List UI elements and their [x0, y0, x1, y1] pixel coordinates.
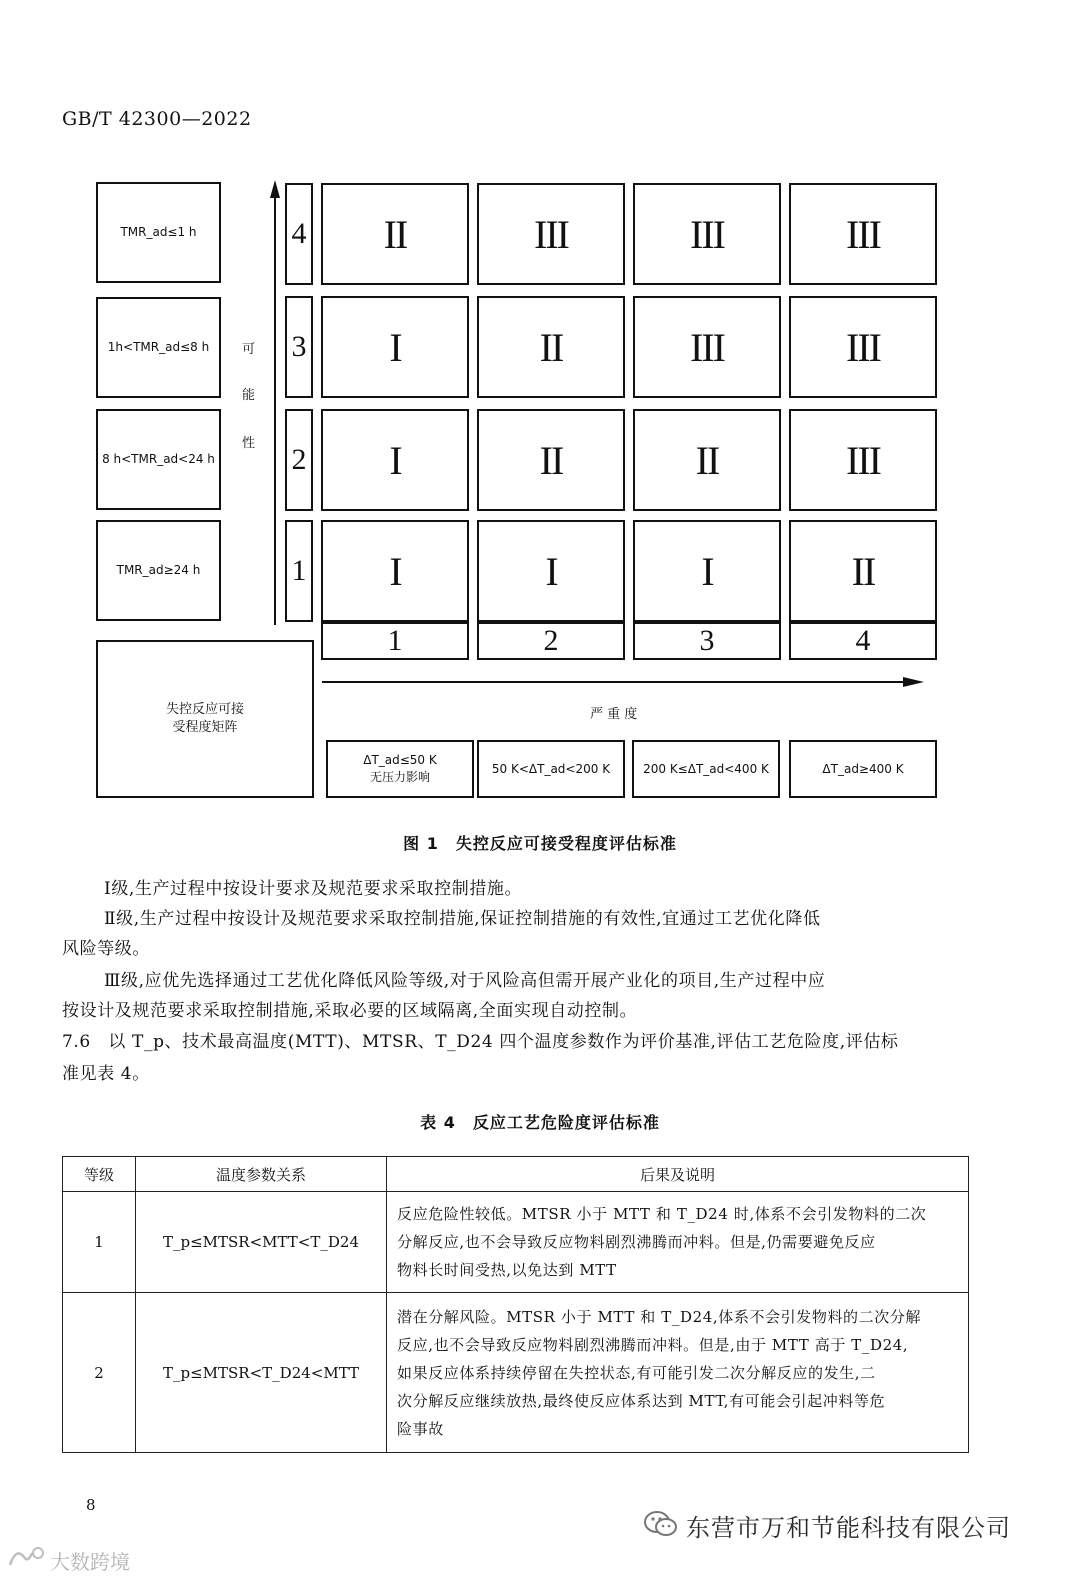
- desc-line: 如果反应体系持续停留在失控状态,有可能引发二次分解反应的发生,二: [397, 1363, 876, 1382]
- company-name: 东营市万和节能科技有限公司: [686, 1514, 1011, 1542]
- matrix-cell: III: [633, 296, 781, 398]
- desc-line: 反应,也不会导致反应物料剧烈沸腾而冲料。但是,由于 MTT 高于 T_D24,: [397, 1335, 909, 1354]
- figure-caption: 图 1 失控反应可接受程度评估标准: [403, 834, 677, 853]
- severity-level-3: 3: [633, 622, 781, 660]
- severity-axis-label: 严 重 度: [590, 707, 638, 722]
- likelihood-axis-char-3: 性: [242, 436, 256, 451]
- row-level: 1: [63, 1192, 136, 1293]
- paragraph-level-2-cont: 风险等级。: [62, 939, 150, 959]
- standard-id: GB/T 42300—2022: [62, 108, 252, 130]
- company-watermark: [644, 1508, 1011, 1543]
- likelihood-axis-char-2: 能: [242, 388, 256, 403]
- matrix-cell: I: [321, 296, 469, 398]
- likelihood-axis-arrowhead: [270, 180, 280, 198]
- severity-level-1: 1: [321, 622, 469, 660]
- page-number: 8: [86, 1496, 96, 1514]
- severity-criteria-1-line2: 无压力影响: [369, 770, 430, 784]
- severity-level-4: 4: [789, 622, 937, 660]
- row-relation: T_p≤MTSR<T_D24<MTT: [136, 1293, 387, 1453]
- matrix-cell: II: [477, 296, 625, 398]
- desc-line: 潜在分解风险。MTSR 小于 MTT 和 T_D24,体系不会引发物料的二次分解: [397, 1307, 922, 1326]
- matrix-cell: I: [633, 520, 781, 622]
- paragraph-7-6-cont: 准见表 4。: [62, 1064, 150, 1084]
- matrix-cell: III: [789, 183, 937, 285]
- likelihood-axis-char-1: 可: [242, 342, 256, 357]
- likelihood-level-2: 2: [285, 409, 313, 511]
- hazard-table: [62, 1156, 969, 1453]
- likelihood-criteria-3: 1h<TMR_ad≤8 h: [96, 297, 221, 398]
- severity-level-2: 2: [477, 622, 625, 660]
- matrix-cell: I: [321, 409, 469, 511]
- table-header-row: [63, 1157, 969, 1192]
- watermark-text: 大数跨境: [50, 1549, 130, 1574]
- severity-criteria-4: ΔT_ad≥400 K: [789, 740, 937, 798]
- matrix-cell: II: [477, 409, 625, 511]
- paragraph-level-3: Ⅲ级,应优先选择通过工艺优化降低风险等级,对于风险高但需开展产业化的项目,生产过程中应: [104, 971, 826, 991]
- severity-criteria-1-line1: ΔT_ad≤50 K: [363, 753, 437, 768]
- likelihood-criteria-4: TMR_ad≤1 h: [96, 182, 221, 283]
- table-row: [63, 1293, 969, 1453]
- desc-line: 物料长时间受热,以免达到 MTT: [397, 1261, 617, 1279]
- corner-label-line2: 受程度矩阵: [172, 720, 238, 735]
- table-row: [63, 1192, 969, 1293]
- paragraph-level-1: Ⅰ级,生产过程中按设计要求及规范要求采取控制措施。: [104, 879, 523, 899]
- table-caption: 表 4 反应工艺危险度评估标准: [420, 1113, 660, 1132]
- severity-criteria-2: 50 K<ΔT_ad<200 K: [477, 740, 625, 798]
- row-relation: T_p≤MTSR<MTT<T_D24: [136, 1192, 387, 1293]
- header-level: 等级: [63, 1157, 136, 1192]
- likelihood-criteria-2: 8 h<TMR_ad<24 h: [96, 409, 221, 510]
- row-description: [387, 1192, 969, 1293]
- paragraph-level-3-cont: 按设计及规范要求采取控制措施,采取必要的区域隔离,全面实现自动控制。: [62, 1001, 638, 1021]
- site-watermark: [6, 1545, 130, 1575]
- header-description: 后果及说明: [387, 1157, 969, 1192]
- likelihood-level-3: 3: [285, 296, 313, 398]
- severity-axis-arrowhead: [903, 677, 924, 687]
- paragraph-level-2: Ⅱ级,生产过程中按设计及规范要求采取控制措施,保证控制措施的有效性,宜通过工艺优化降低: [104, 909, 821, 929]
- row-level: 2: [63, 1293, 136, 1453]
- likelihood-level-4: 4: [285, 183, 313, 285]
- severity-criteria-3: 200 K≤ΔT_ad<400 K: [632, 740, 780, 798]
- desc-line: 反应危险性较低。MTSR 小于 MTT 和 T_D24 时,体系不会引发物料的二次: [397, 1205, 927, 1223]
- matrix-cell: I: [477, 520, 625, 622]
- wechat-icon: [644, 1510, 678, 1542]
- matrix-cell: III: [789, 296, 937, 398]
- severity-criteria-1: [326, 740, 474, 798]
- matrix-cell: II: [321, 183, 469, 285]
- desc-line: 次分解反应继续放热,最终使反应体系达到 MTT,有可能会引起冲料等危: [397, 1391, 886, 1410]
- matrix-cell: I: [321, 520, 469, 622]
- matrix-cell: III: [789, 409, 937, 511]
- likelihood-criteria-1: TMR_ad≥24 h: [96, 520, 221, 621]
- corner-label-line1: 失控反应可接: [165, 701, 244, 717]
- likelihood-level-1: 1: [285, 520, 313, 622]
- row-description: [387, 1293, 969, 1453]
- paragraph-7-6: 7.6 以 T_p、技术最高温度(MTT)、MTSR、T_D24 四个温度参数作为评价基准,评估工艺危险度,评估标: [62, 1032, 899, 1052]
- desc-line: 险事故: [397, 1419, 444, 1438]
- matrix-corner-label: [96, 640, 314, 798]
- desc-line: 分解反应,也不会导致反应物料剧烈沸腾而冲料。但是,仍需要避免反应: [397, 1233, 876, 1251]
- matrix-cell: III: [477, 183, 625, 285]
- header-relation: 温度参数关系: [136, 1157, 387, 1192]
- watermark-logo-icon: [6, 1545, 46, 1575]
- matrix-cell: III: [633, 183, 781, 285]
- matrix-cell: II: [633, 409, 781, 511]
- matrix-cell: II: [789, 520, 937, 622]
